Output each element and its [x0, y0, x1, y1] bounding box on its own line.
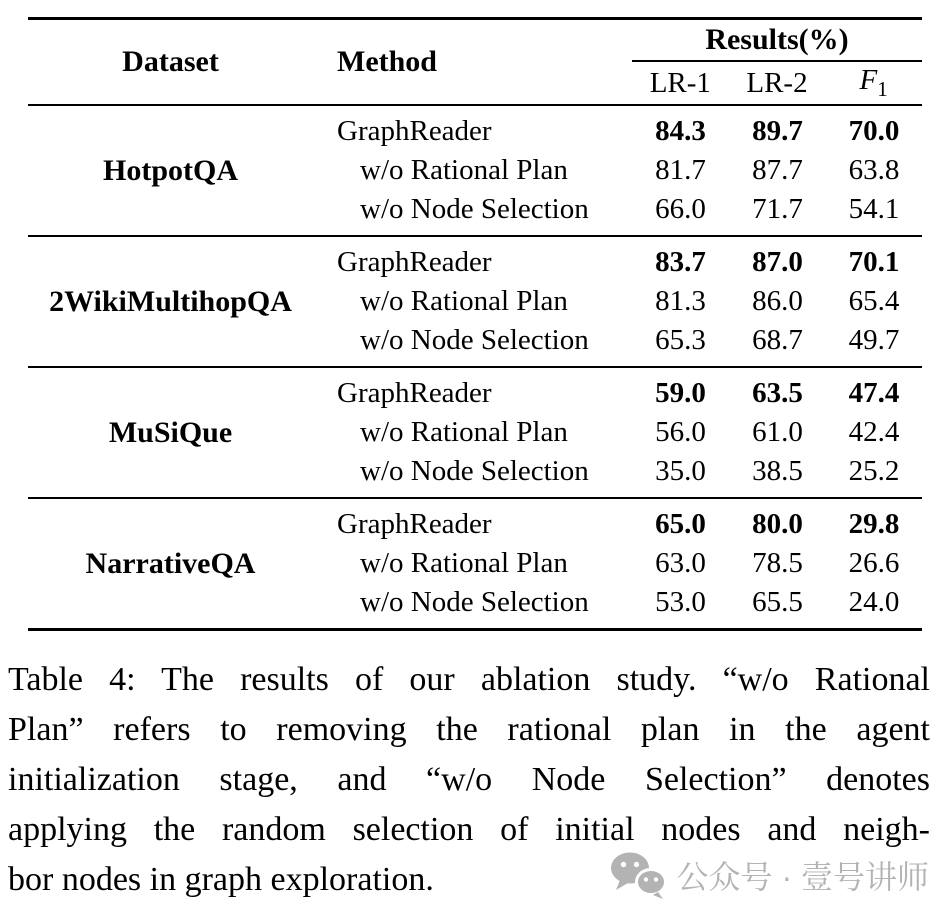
method-cell: w/o Node Selection	[360, 455, 589, 487]
f1-value: 26.6	[848, 547, 900, 579]
method-cell: w/o Rational Plan	[360, 285, 568, 317]
f1-symbol: F	[859, 64, 878, 97]
results-group-header: Results(%)	[705, 23, 849, 56]
method-cell: GraphReader	[337, 377, 492, 409]
dataset-name: MuSiQue	[108, 415, 233, 449]
caption-line: applying the random selection of initial nodes and neigh-	[8, 811, 930, 848]
method-column-header: Method	[337, 45, 437, 78]
caption-line: bor nodes in graph exploration.	[8, 861, 434, 898]
dataset-name: 2WikiMultihopQA	[49, 284, 292, 318]
lr2-value: 68.7	[752, 324, 803, 356]
lr2-value: 38.5	[752, 455, 803, 487]
dataset-column-header: Dataset	[122, 45, 219, 78]
caption-line: initialization stage, and “w/o Node Selection” denotes	[8, 761, 930, 798]
caption-line: Table 4: The results of our ablation study. “w/o Rational	[8, 661, 930, 698]
method-cell: w/o Node Selection	[360, 324, 589, 356]
method-cell: GraphReader	[337, 115, 492, 147]
watermark-text: 公众号 · 壹号讲师	[676, 859, 929, 895]
f1-value: 25.2	[848, 455, 900, 487]
method-cell: w/o Rational Plan	[360, 547, 568, 579]
lr1-column-header: LR-1	[649, 66, 711, 99]
table-block-musique	[28, 368, 922, 497]
lr1-value: 83.7	[655, 246, 706, 278]
table-block-hotpotqa	[28, 106, 922, 235]
lr1-value: 53.0	[655, 586, 706, 618]
watermark	[609, 851, 929, 899]
f1-value: 49.7	[848, 324, 900, 356]
method-cell: GraphReader	[337, 508, 492, 540]
ablation-results-table	[28, 17, 922, 631]
lr2-value: 61.0	[752, 416, 803, 448]
caption-line: Plan” refers to removing the rational plan in the agent	[8, 711, 930, 748]
f1-value: 70.0	[848, 115, 900, 147]
results-header-group	[632, 20, 922, 104]
f1-value: 42.4	[848, 416, 900, 448]
lr1-value: 81.7	[655, 154, 706, 186]
lr2-value: 63.5	[752, 377, 803, 409]
lr2-value: 80.0	[752, 508, 803, 540]
method-cell: w/o Rational Plan	[360, 154, 568, 186]
f1-value: 24.0	[848, 586, 900, 618]
lr1-value: 59.0	[655, 377, 706, 409]
dataset-name: HotpotQA	[103, 153, 238, 187]
method-cell: GraphReader	[337, 246, 492, 278]
method-cell: w/o Rational Plan	[360, 416, 568, 448]
f1-subscript: 1	[877, 76, 888, 101]
lr1-value: 65.0	[655, 508, 706, 540]
f1-value: 54.1	[848, 193, 900, 225]
lr2-value: 78.5	[752, 547, 803, 579]
lr1-value: 56.0	[655, 416, 706, 448]
lr2-column-header: LR-2	[746, 66, 808, 99]
method-cell: w/o Node Selection	[360, 193, 589, 225]
lr1-value: 66.0	[655, 193, 706, 225]
lr2-value: 87.0	[752, 246, 803, 278]
lr1-value: 35.0	[655, 455, 706, 487]
f1-value: 29.8	[848, 508, 900, 540]
lr1-value: 63.0	[655, 547, 706, 579]
f1-value: 47.4	[848, 377, 900, 409]
lr2-value: 86.0	[752, 285, 803, 317]
table-header-row	[28, 20, 922, 104]
lr2-value: 89.7	[752, 115, 803, 147]
table-block-narrativeqa	[28, 499, 922, 628]
lr2-value: 71.7	[752, 193, 803, 225]
lr2-value: 65.5	[752, 586, 803, 618]
lr1-value: 65.3	[655, 324, 706, 356]
table-block-2wikimultihopqa	[28, 237, 922, 366]
lr1-value: 81.3	[655, 285, 706, 317]
lr1-value: 84.3	[655, 115, 706, 147]
f1-value: 65.4	[848, 285, 900, 317]
wechat-icon	[609, 851, 667, 899]
f1-value: 70.1	[848, 246, 900, 278]
method-cell: w/o Node Selection	[360, 586, 589, 618]
results-subheader-row	[632, 60, 922, 104]
dataset-name: NarrativeQA	[85, 546, 256, 580]
table-bottom-rule	[28, 628, 922, 631]
f1-value: 63.8	[848, 154, 900, 186]
lr2-value: 87.7	[752, 154, 803, 186]
f1-column-header	[825, 64, 922, 102]
